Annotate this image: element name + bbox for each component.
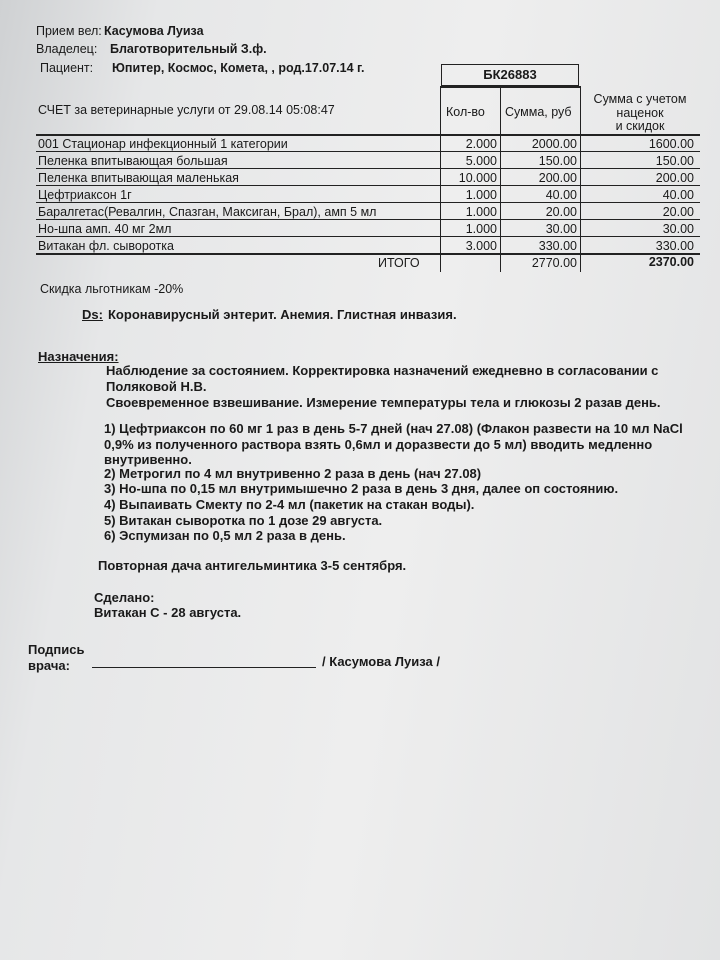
table-row-sum: 2000.00	[531, 137, 577, 151]
prescription-item: 3) Но-шпа по 0,15 мл внутримышечно 2 раза в день 3 дня, далее оп состоянию.	[104, 481, 619, 496]
prescription-item: 4) Выпаивать Смекту по 2-4 мл (пакетик на стакан воды).	[104, 497, 475, 512]
table-row-name: 001 Стационар инфекционный 1 категории	[38, 137, 288, 151]
done-text: Витакан С - 28 августа.	[94, 605, 242, 620]
col-header-total-3: и скидок	[615, 119, 665, 133]
table-row-name: Баралгетас(Ревалгин, Спазган, Максиган, Брал), амп 5 мл	[38, 205, 377, 219]
prescription-item: 2) Метрогил по 4 мл внутривенно 2 раза в день (нач 27.08)	[104, 466, 482, 481]
col-header-total-2: наценок	[616, 106, 664, 120]
table-row-total: 1600.00	[648, 137, 694, 151]
invoice-title: СЧЕТ за ветеринарные услуги от 29.08.14 05:08:47	[38, 103, 335, 117]
prescriptions-intro-line: Наблюдение за состоянием. Корректировка назначений ежедневно в согласовании с	[106, 363, 659, 378]
diagnosis-text: Коронавирусный энтерит. Анемия. Глистная инвазия.	[108, 307, 457, 322]
col-header-qty: Кол-во	[446, 105, 485, 119]
table-row-sum: 40.00	[545, 188, 577, 202]
patient-label: Пациент:	[40, 61, 94, 75]
table-row-qty: 2.000	[465, 137, 497, 151]
prescriptions-label: Назначения:	[38, 349, 119, 364]
table-row-qty: 1.000	[465, 205, 497, 219]
table-row-total: 200.00	[655, 171, 694, 185]
col-header-sum: Сумма, руб	[505, 105, 572, 119]
table-row-total: 330.00	[655, 239, 694, 253]
table-row-sum: 30.00	[545, 222, 577, 236]
admitted-label: Прием вел:	[36, 24, 102, 38]
table-row-total: 40.00	[662, 188, 694, 202]
table-row-qty: 10.000	[458, 171, 497, 185]
table-row-qty: 3.000	[465, 239, 497, 253]
table-row-qty: 5.000	[465, 154, 497, 168]
table-row-sum: 330.00	[538, 239, 577, 253]
signature-line	[92, 667, 316, 668]
table-row-name: Витакан фл. сыворотка	[38, 239, 174, 253]
diagnosis-label: Ds:	[82, 307, 103, 322]
signature-label-line1: Подпись	[28, 642, 85, 657]
repeat-note: Повторная дача антигельминтика 3-5 сентября.	[98, 558, 407, 573]
prescription-item: 1) Цефтриаксон по 60 мг 1 раз в день 5-7 дней (нач 27.08) (Флакон развести на 10 мл NaCl	[104, 421, 683, 436]
table-header-bottom-line	[36, 134, 700, 136]
done-label: Сделано:	[94, 590, 155, 605]
signature-name: / Касумова Луиза /	[322, 654, 440, 669]
table-row-total: 20.00	[662, 205, 694, 219]
table-row-name: Пеленка впитывающая маленькая	[38, 171, 239, 185]
signature-label-line2: врача:	[28, 658, 70, 673]
total-sum: 2770.00	[531, 256, 577, 270]
table-row-total: 150.00	[655, 154, 694, 168]
prescriptions-intro-line: Поляковой Н.В.	[106, 379, 207, 394]
discount-note: Скидка льготникам -20%	[40, 282, 184, 296]
table-row-sum: 200.00	[538, 171, 577, 185]
table-row-qty: 1.000	[465, 222, 497, 236]
prescription-item: 5) Витакан сыворотка по 1 дозе 29 августа.	[104, 513, 383, 528]
table-row-name: Пеленка впитывающая большая	[38, 154, 228, 168]
total-final: 2370.00	[648, 255, 694, 269]
owner-label: Владелец:	[36, 42, 98, 56]
patient-value: Юпитер, Космос, Комета, , род.17.07.14 г.	[112, 61, 365, 75]
prescription-item: внутривенно.	[104, 452, 192, 467]
table-row-name: Цефтриаксон 1г	[38, 188, 132, 202]
col-header-total-1: Сумма с учетом	[593, 92, 687, 106]
total-label: ИТОГО	[378, 256, 420, 270]
table-row-sum: 20.00	[545, 205, 577, 219]
prescriptions-intro-line: Своевременное взвешивание. Измерение температуры тела и глюкозы 2 разав день.	[106, 395, 661, 410]
table-row-sum: 150.00	[538, 154, 577, 168]
owner-value: Благотворительный З.ф.	[110, 42, 267, 56]
table-row-qty: 1.000	[465, 188, 497, 202]
table-row-total: 30.00	[662, 222, 694, 236]
case-number: БК26883	[441, 64, 579, 86]
prescription-item: 0,9% из полученного раствора взять 0,6мл и доразвести до 5 мл) вводить медленно	[104, 437, 653, 452]
table-top-line	[440, 86, 580, 88]
prescription-item: 6) Эспумизан по 0,5 мл 2 раза в день.	[104, 528, 346, 543]
admitted-value: Касумова Луиза	[104, 24, 204, 38]
table-row-name: Но-шпа амп. 40 мг 2мл	[38, 222, 172, 236]
